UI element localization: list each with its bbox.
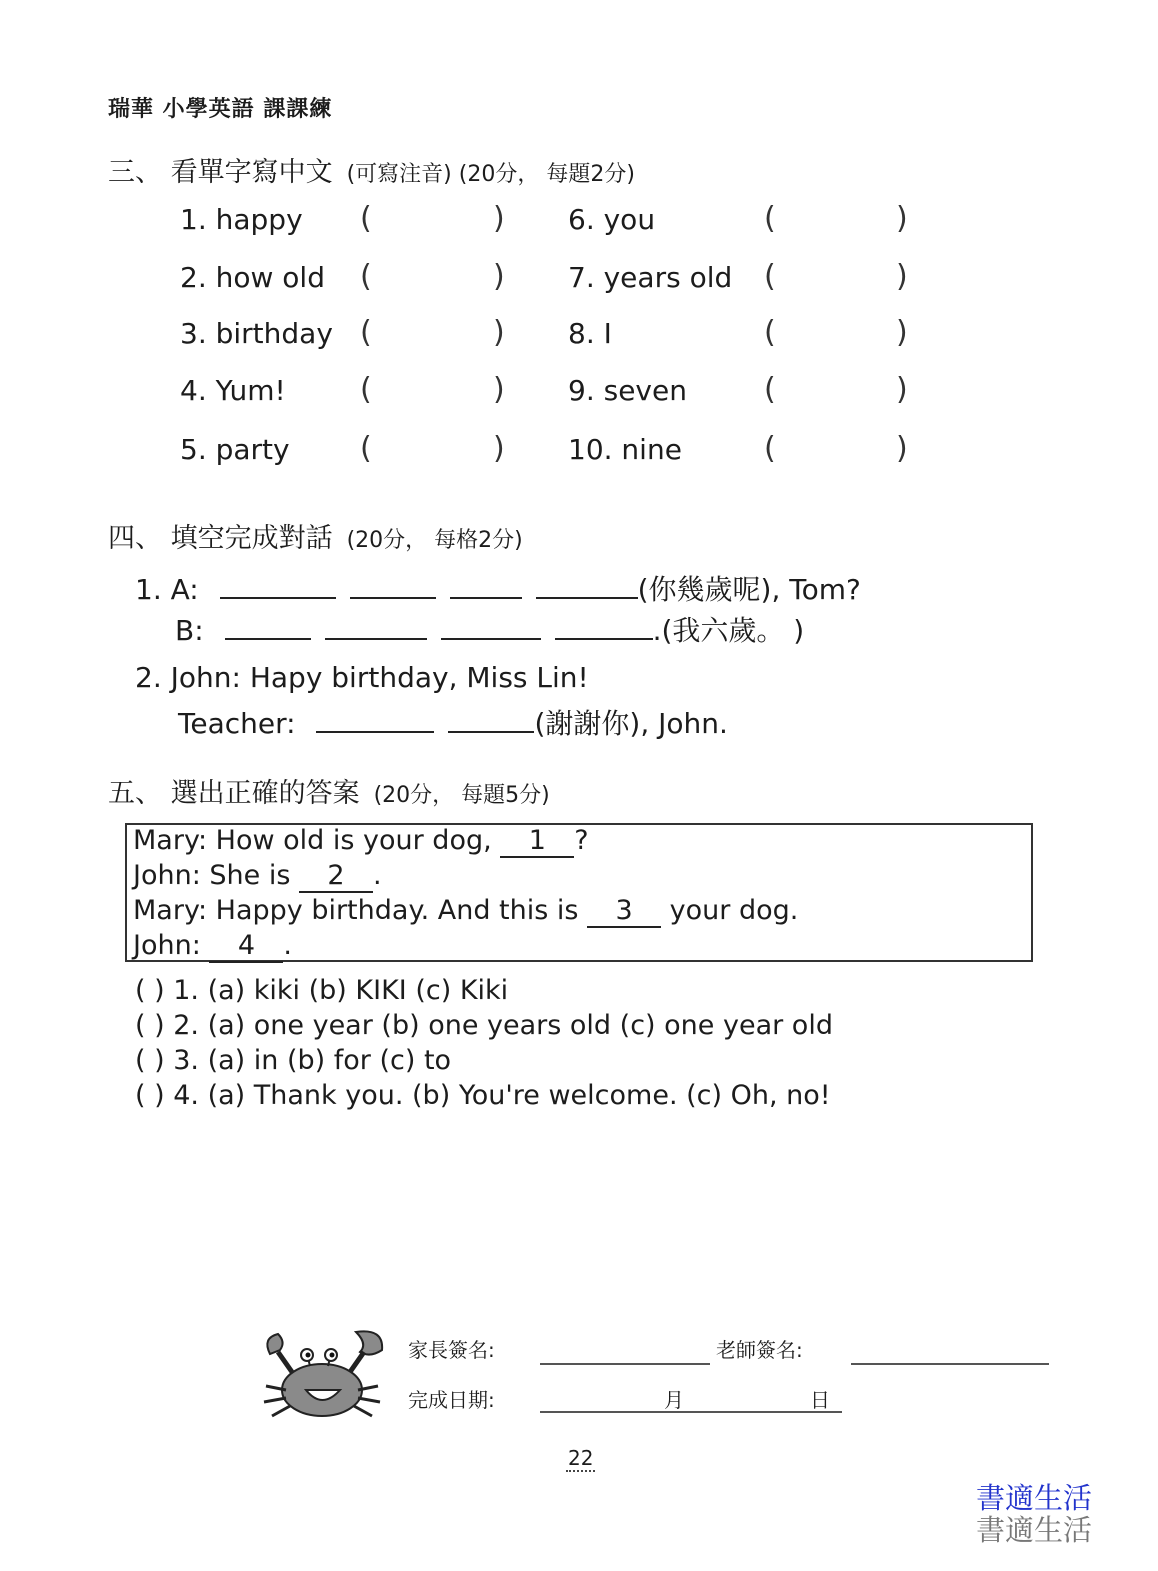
vocab-item: 3. birthday	[180, 317, 333, 350]
answer-slot: 2	[299, 860, 373, 893]
answer-paren-left[interactable]: (	[764, 201, 776, 236]
answer-paren-left[interactable]: (	[360, 259, 372, 294]
vocab-item: 9. seven	[568, 374, 687, 407]
speaker-label: Teacher:	[178, 707, 296, 740]
dialog-q2-line1: 2. John: Hapy birthday, Miss Lin!	[135, 661, 589, 694]
parent-sign-label: 家長簽名:	[408, 1338, 495, 1362]
book-header: 瑞華 小學英語 課課練	[108, 97, 333, 122]
date-line[interactable]	[540, 1411, 842, 1413]
vocab-item: 1. happy	[180, 203, 303, 236]
fill-blank[interactable]	[316, 705, 434, 733]
dialog-q1-b	[175, 609, 804, 649]
day-label: 日	[810, 1388, 830, 1412]
answer-slot: 3	[587, 895, 661, 928]
answer-slot: 4	[209, 930, 283, 963]
section5-title: 五、 選出正確的答案	[108, 778, 360, 809]
complete-date-label: 完成日期:	[408, 1388, 495, 1412]
vocab-item: 2. how old	[180, 261, 325, 294]
answer-paren-left[interactable]: (	[360, 431, 372, 466]
vocab-item: 7. years old	[568, 261, 733, 294]
dialog-text: .	[373, 860, 382, 891]
fill-blank[interactable]	[448, 705, 534, 733]
choice-question[interactable]: ( ) 4. (a) Thank you. (b) You're welcome. (c) Oh, no!	[135, 1080, 831, 1111]
fill-blank[interactable]	[220, 571, 336, 599]
dialog-text: Mary: How old is your dog,	[133, 825, 492, 856]
dialog-line	[133, 860, 382, 893]
dialog-line	[133, 825, 589, 858]
dialog-text: John:	[133, 930, 201, 961]
dialog-q1-a	[135, 568, 861, 608]
watermark-blue: 書適生活	[976, 1481, 1093, 1515]
answer-paren-left[interactable]: (	[360, 372, 372, 407]
section4-heading	[108, 516, 523, 555]
answer-paren-right: )	[896, 259, 908, 294]
dialog-q2-teacher	[178, 702, 728, 742]
answer-paren-right: )	[493, 201, 505, 236]
choice-question[interactable]: ( ) 2. (a) one year (b) one years old (c) one year old	[135, 1010, 833, 1041]
answer-paren-right: )	[493, 315, 505, 350]
fill-blank[interactable]	[555, 612, 653, 640]
dialog-hint: .(我六歲。 )	[652, 614, 805, 647]
teacher-sign-line[interactable]	[851, 1363, 1049, 1365]
vocab-item: 10. nine	[568, 433, 682, 466]
answer-paren-left[interactable]: (	[764, 372, 776, 407]
choice-question[interactable]: ( ) 1. (a) kiki (b) KIKI (c) Kiki	[135, 975, 509, 1006]
month-label: 月	[664, 1388, 684, 1412]
dialog-text: your dog.	[669, 895, 799, 926]
vocab-item: 6. you	[568, 203, 656, 236]
section3-note: (可寫注音) (20分， 每題2分)	[346, 162, 635, 187]
watermark-gray: 書適生活	[976, 1513, 1093, 1547]
speaker-label: 1. A:	[135, 573, 199, 606]
answer-paren-left[interactable]: (	[764, 259, 776, 294]
fill-blank[interactable]	[325, 612, 427, 640]
answer-paren-left[interactable]: (	[360, 201, 372, 236]
answer-paren-right: )	[896, 201, 908, 236]
choice-question[interactable]: ( ) 3. (a) in (b) for (c) to	[135, 1045, 452, 1076]
crab-icon	[252, 1328, 392, 1424]
page-number: 22	[568, 1446, 594, 1470]
answer-paren-left[interactable]: (	[764, 431, 776, 466]
answer-slot: 1	[500, 825, 574, 858]
vocab-item: 4. Yum!	[180, 374, 286, 407]
answer-paren-right: )	[896, 372, 908, 407]
fill-blank[interactable]	[441, 612, 541, 640]
answer-paren-left[interactable]: (	[360, 315, 372, 350]
dialog-text: .	[283, 930, 292, 961]
section3-heading	[108, 150, 635, 189]
dialog-line	[133, 930, 292, 963]
dialog-text: Mary: Happy birthday. And this is	[133, 895, 579, 926]
section4-note: (20分， 每格2分)	[346, 528, 523, 553]
dialog-text: ?	[574, 825, 589, 856]
fill-blank[interactable]	[225, 612, 311, 640]
section5-note: (20分， 每題5分)	[373, 783, 550, 808]
speaker-label: B:	[175, 614, 204, 647]
dialog-hint: (謝謝你), John.	[534, 707, 728, 740]
answer-paren-right: )	[493, 372, 505, 407]
teacher-sign-label: 老師簽名:	[716, 1338, 803, 1362]
answer-paren-left[interactable]: (	[764, 315, 776, 350]
answer-paren-right: )	[896, 431, 908, 466]
fill-blank[interactable]	[450, 571, 522, 599]
dialog-text: John: She is	[133, 860, 291, 891]
section5-heading	[108, 771, 550, 810]
fill-blank[interactable]	[536, 571, 638, 599]
fill-blank[interactable]	[350, 571, 436, 599]
answer-paren-right: )	[896, 315, 908, 350]
answer-paren-right: )	[493, 259, 505, 294]
vocab-item: 8. I	[568, 317, 612, 350]
dialog-line	[133, 895, 798, 928]
section4-title: 四、 填空完成對話	[108, 523, 333, 554]
section3-title: 三、 看單字寫中文	[108, 157, 333, 188]
dialog-hint: (你幾歲呢), Tom?	[637, 573, 861, 606]
answer-paren-right: )	[493, 431, 505, 466]
vocab-item: 5. party	[180, 433, 290, 466]
parent-sign-line[interactable]	[540, 1363, 710, 1365]
